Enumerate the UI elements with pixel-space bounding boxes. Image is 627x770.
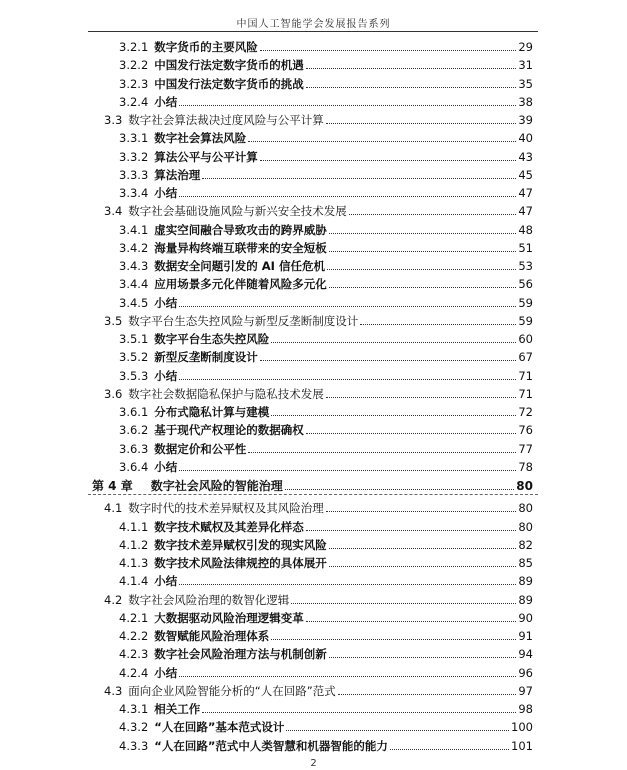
toc-entry[interactable] (119, 534, 533, 552)
toc-entry-number: 4.1 (104, 501, 123, 516)
toc-entry-number: 4.1.1 (119, 519, 149, 534)
toc-entry-title: 新型反垄断制度设计 (154, 350, 258, 365)
toc-leader-dots (329, 251, 517, 252)
toc-entry-page: 80 (516, 479, 533, 493)
toc-entry-title: 小结 (154, 186, 178, 200)
toc-entry-title: 应用场景多元化伴随着风险多元化 (154, 277, 327, 292)
toc-entry-title: 数字社会风险的智能治理 (150, 479, 283, 493)
toc-entry-title: 数据安全问题引发的 AI 信任危机 (154, 259, 325, 273)
toc-entry-page: 72 (518, 405, 533, 419)
toc-entry-title: 海量异构终端互联带来的安全短板 (154, 240, 327, 255)
toc-entry-number: 3.4.3 (119, 259, 149, 273)
toc-entry[interactable] (104, 680, 533, 698)
toc-entry[interactable] (119, 328, 533, 346)
toc-entry-page: 71 (518, 386, 533, 401)
toc-entry-number: 4.2.4 (119, 665, 149, 680)
toc-entry[interactable] (104, 589, 533, 607)
toc-entry[interactable] (119, 698, 533, 716)
toc-entry-page: 98 (518, 702, 533, 716)
toc-entry-page: 43 (518, 149, 533, 164)
toc-entry[interactable] (119, 182, 533, 200)
toc-leader-dots (291, 603, 516, 604)
toc-entry-title: 小结 (154, 459, 178, 474)
toc-entry-title: 小结 (154, 368, 178, 383)
toc-entry-number: 3.6.1 (119, 405, 149, 419)
toc-entry-page: 39 (518, 113, 533, 127)
toc-entry-page: 91 (518, 629, 533, 643)
toc-entry-page: 89 (518, 592, 533, 607)
toc-leader-dots (338, 694, 517, 695)
toc-leader-dots (286, 730, 509, 731)
toc-leader-dots (306, 68, 517, 69)
toc-entry-title: “人在回路”基本范式设计 (154, 720, 285, 735)
toc-entry[interactable] (119, 662, 533, 680)
toc-leader-dots (179, 306, 516, 307)
toc-leader-dots (329, 548, 517, 549)
toc-entry-title: 数字社会数据隐私保护与隐私技术发展 (128, 386, 324, 401)
toc-entry[interactable] (119, 91, 533, 109)
toc-entry[interactable] (119, 625, 533, 643)
toc-entry[interactable] (119, 365, 533, 383)
toc-entry-number: 3.4.1 (119, 222, 149, 237)
toc-entry[interactable] (119, 273, 533, 291)
toc-entry-number: 4.2.1 (119, 610, 149, 625)
toc-entry-title: 中国发行法定数字货币的挑战 (154, 76, 304, 91)
toc-entry-page: 80 (518, 519, 533, 534)
toc-entry-page: 60 (518, 332, 533, 346)
toc-entry-page: 56 (518, 277, 533, 292)
toc-leader-dots (179, 105, 516, 106)
toc-entry[interactable] (119, 127, 533, 145)
toc-entry-title: 数字货币的主要风险 (154, 40, 258, 54)
toc-entry-title: 大数据驱动风险治理逻辑变革 (154, 610, 304, 625)
toc-entry[interactable] (119, 516, 533, 534)
toc-entry-number: 3.4.2 (119, 240, 149, 255)
toc-leader-dots (327, 269, 516, 270)
toc-entry-title: 数字社会风险治理的数智化逻辑 (128, 592, 290, 607)
page-number: 2 (310, 758, 317, 769)
toc-entry-number: 3.2.3 (119, 76, 149, 91)
toc-entry-title: 面向企业风险智能分析的“人在回路”范式 (128, 683, 336, 698)
toc-entry[interactable] (119, 292, 533, 310)
header-rule (88, 31, 538, 32)
toc-entry-title: 小结 (154, 665, 178, 680)
toc-leader-dots (329, 566, 517, 567)
toc-entry-number: 3.5.2 (119, 350, 149, 365)
toc-leader-dots (326, 123, 517, 124)
toc-entry-page: 100 (511, 720, 533, 735)
toc-entry-number: 3.6.4 (119, 459, 149, 474)
toc-entry-page: 38 (518, 94, 533, 109)
toc-entry-page: 90 (518, 610, 533, 625)
toc-leader-dots (306, 530, 517, 531)
toc-entry-title: 中国发行法定数字货币的机遇 (154, 58, 304, 73)
toc-entry-title: 数字平台生态失控风险 (154, 332, 270, 346)
toc-entry-page: 82 (518, 537, 533, 552)
toc-leader-dots (179, 379, 516, 380)
toc-entry-page: 78 (518, 459, 533, 474)
toc-leader-dots (326, 511, 517, 512)
toc-entry-number: 3.6.2 (119, 423, 149, 438)
toc-leader-dots (271, 342, 516, 343)
toc-leader-dots (329, 233, 517, 234)
toc-leader-dots (349, 214, 517, 215)
toc-leader-dots (260, 50, 517, 51)
toc-entry-page: 48 (518, 222, 533, 237)
toc-entry[interactable] (119, 401, 533, 419)
toc-entry-number: 3.4 (104, 204, 123, 219)
toc-entry-number: 4.3 (104, 683, 123, 698)
toc-entry-number: 第 4 章 (92, 479, 133, 493)
toc-leader-dots (248, 452, 516, 453)
toc-entry-number: 3.5 (104, 313, 123, 328)
toc-entry[interactable] (104, 109, 533, 127)
toc-entry-title: 数字社会基础设施风险与新兴安全技术发展 (128, 204, 347, 219)
toc-entry-number: 3.2.4 (119, 94, 149, 109)
toc-entry[interactable] (119, 346, 533, 364)
toc-leader-dots (260, 160, 517, 161)
toc-entry-title: 小结 (154, 295, 178, 310)
toc-leader-dots (260, 360, 517, 361)
toc-entry-page: 97 (518, 683, 533, 698)
toc-entry-number: 3.5.1 (119, 332, 149, 346)
chapter-divider (88, 494, 538, 495)
toc-entry-number: 3.2.2 (119, 58, 149, 73)
toc-leader-dots (390, 749, 509, 750)
toc-leader-dots (179, 584, 516, 585)
toc-entry[interactable] (119, 716, 533, 734)
toc-entry-title: 数据定价和公平性 (154, 441, 247, 456)
toc-entry-page: 85 (518, 556, 533, 570)
toc-leader-dots (179, 676, 516, 677)
toc-entry-page: 77 (518, 441, 533, 456)
toc-entry-page: 59 (518, 295, 533, 310)
toc-entry[interactable] (119, 54, 533, 72)
toc-entry-number: 4.3.1 (119, 702, 149, 716)
toc-leader-dots (306, 433, 517, 434)
toc-entry-number: 4.3.3 (119, 738, 149, 753)
toc-leader-dots (179, 470, 516, 471)
toc-entry-title: 数字技术赋权及其差异化样态 (154, 519, 304, 534)
toc-entry[interactable] (119, 438, 533, 456)
toc-entry[interactable] (104, 497, 533, 515)
toc-entry-number: 3.2.1 (119, 40, 149, 54)
toc-entry-number: 3.3.1 (119, 131, 149, 146)
toc-entry-number: 3.4.4 (119, 277, 149, 292)
toc-entry[interactable] (119, 164, 533, 182)
toc-leader-dots (360, 324, 516, 325)
toc-entry-page: 35 (518, 76, 533, 91)
toc-leader-dots (271, 415, 516, 416)
toc-entry-title: “人在回路”范式中人类智慧和机器智能的能力 (154, 738, 388, 753)
toc-entry-page: 59 (518, 313, 533, 328)
toc-entry-title: 数字技术风险法律规控的具体展开 (154, 556, 327, 570)
toc-entry-page: 96 (518, 665, 533, 680)
toc-entry-page: 53 (518, 259, 533, 273)
toc-entry-title: 数字技术差异赋权引发的现实风险 (154, 537, 327, 552)
toc-entry-page: 80 (518, 501, 533, 516)
toc-entry-title: 数智赋能风险治理体系 (154, 629, 270, 643)
toc-entry[interactable] (92, 475, 533, 493)
toc-leader-dots (179, 196, 516, 197)
toc-entry-number: 3.3.2 (119, 149, 149, 164)
toc-entry-page: 94 (518, 647, 533, 662)
toc-entry-page: 67 (518, 350, 533, 365)
toc-leader-dots (306, 87, 517, 88)
toc-entry-number: 4.2.3 (119, 647, 149, 662)
toc-entry-number: 3.4.5 (119, 295, 149, 310)
toc-entry-title: 算法公平与公平计算 (154, 149, 258, 164)
toc-entry-title: 小结 (154, 94, 178, 109)
toc-leader-dots (326, 397, 517, 398)
toc-entry[interactable] (104, 200, 533, 218)
toc-entry-title: 算法治理 (154, 167, 201, 182)
toc-entry[interactable] (119, 146, 533, 164)
toc-entry[interactable] (104, 383, 533, 401)
toc-entry[interactable] (119, 237, 533, 255)
toc-entry-page: 89 (518, 574, 533, 589)
toc-entry[interactable] (119, 607, 533, 625)
toc-entry-title: 相关工作 (154, 702, 201, 716)
toc-leader-dots (202, 178, 516, 179)
running-header: 中国人工智能学会发展报告系列 (236, 19, 391, 30)
toc-entry-page: 47 (518, 186, 533, 200)
toc-entry-number: 3.3.3 (119, 167, 149, 182)
toc-entry[interactable] (119, 552, 533, 570)
toc-entry-page: 31 (518, 58, 533, 73)
toc-entry[interactable] (104, 310, 533, 328)
toc-entry[interactable] (119, 570, 533, 588)
toc-entry-page: 45 (518, 167, 533, 182)
toc-entry-title: 数字时代的技术差异赋权及其风险治理 (128, 501, 324, 516)
toc-entry-title: 数字社会风险治理方法与机制创新 (154, 647, 327, 662)
toc-entry-title: 分布式隐私计算与建模 (154, 405, 270, 419)
toc-entry[interactable] (119, 419, 533, 437)
toc-entry-number: 3.3 (104, 113, 123, 127)
toc-entry-title: 虚实空间融合导致攻击的跨界威胁 (154, 222, 327, 237)
toc-entry-page: 47 (518, 204, 533, 219)
toc-entry-number: 4.1.4 (119, 574, 149, 589)
toc-entry[interactable] (119, 643, 533, 661)
toc-entry-number: 4.3.2 (119, 720, 149, 735)
toc-leader-dots (329, 287, 517, 288)
toc-leader-dots (248, 141, 516, 142)
toc-leader-dots (285, 489, 515, 490)
toc-entry[interactable] (119, 73, 533, 91)
toc-entry[interactable] (119, 36, 533, 54)
toc-entry-page: 71 (518, 368, 533, 383)
toc-entry[interactable] (119, 219, 533, 237)
toc-entry-number: 3.6 (104, 386, 123, 401)
toc-entry-title: 数字社会算法裁决过度风险与公平计算 (128, 113, 324, 127)
toc-leader-dots (306, 621, 517, 622)
toc-entry-page: 76 (518, 423, 533, 438)
toc-entry-number: 4.1.2 (119, 537, 149, 552)
toc-entry-number: 4.1.3 (119, 556, 149, 570)
toc-entry-number: 3.6.3 (119, 441, 149, 456)
toc-leader-dots (329, 657, 517, 658)
toc-entry-number: 4.2 (104, 592, 123, 607)
toc-entry-title: 数字社会算法风险 (154, 131, 247, 146)
toc-entry-title: 基于现代产权理论的数据确权 (154, 423, 304, 438)
toc-entry-title: 小结 (154, 574, 178, 589)
toc-entry-page: 40 (518, 131, 533, 146)
toc-entry[interactable] (119, 735, 533, 753)
toc-leader-dots (202, 712, 516, 713)
toc-leader-dots (271, 639, 516, 640)
toc-entry-number: 4.2.2 (119, 629, 149, 643)
toc-entry-page: 101 (511, 738, 533, 753)
toc-entry-page: 29 (518, 40, 533, 54)
toc-entry-number: 3.3.4 (119, 186, 149, 200)
toc-entry-page: 51 (518, 240, 533, 255)
toc-entry[interactable] (119, 456, 533, 474)
toc-entry-title: 数字平台生态失控风险与新型反垄断制度设计 (128, 313, 359, 328)
toc-entry-number: 3.5.3 (119, 368, 149, 383)
toc-entry[interactable] (119, 255, 533, 273)
